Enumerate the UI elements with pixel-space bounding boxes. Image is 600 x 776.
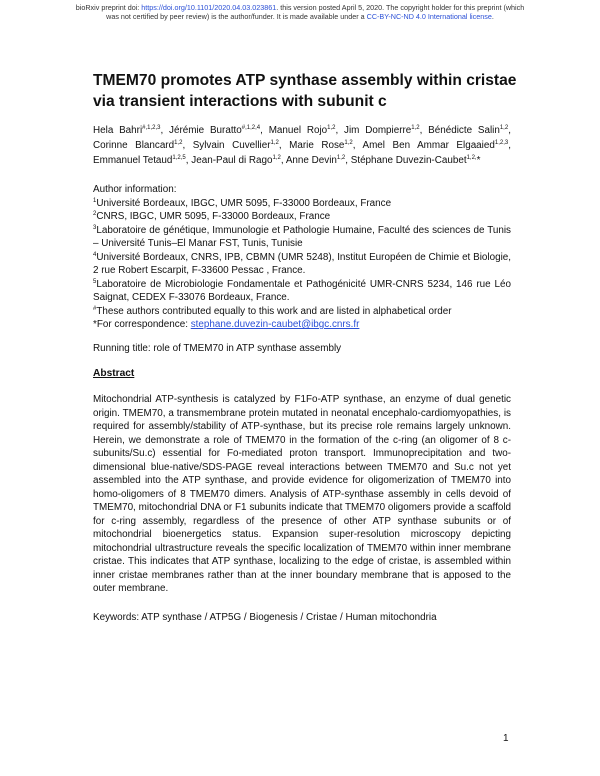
author-name: Corinne Blancard [93,140,175,152]
author-name: Jérémie Buratto [169,125,242,136]
author-name: Hela Bahri [93,125,143,136]
affiliation-text: Laboratoire de Microbiologie Fondamentale et Pathogénicité UMR-CNRS 5234, 146 rue Léo Saignat, CEDEX F-33076 Bordeaux, France. [93,278,511,303]
affiliation [93,197,511,211]
author-affiliation-marks: 1,2 [344,140,353,147]
author-name: Emmanuel Tetaud [93,155,173,167]
affiliation-list [93,197,511,305]
author-information [93,183,511,332]
affiliation-number: 3 [93,224,97,231]
affiliation-text: Laboratoire de génétique, Immunologie et Pathologie Humaine, Faculté des sciences de Tunis – Université Tunis–El Manar FST, Tunis, Tunisie [93,224,511,249]
affiliation [93,210,511,224]
author-affiliation-marks: 1,2 [174,140,183,147]
running-title: Running title: role of TMEM70 in ATP synthase assembly [93,343,342,354]
author-affiliation-marks: 1,2,5 [172,155,186,162]
author-affiliation-marks: 1,2 [270,140,279,147]
affiliation-number: 2 [93,211,97,217]
affiliation-text: Université Bordeaux, IBGC, UMR 5095, F-33000 Bordeaux, France [96,197,392,209]
equal-contribution-note [93,305,511,319]
correspondence [93,318,511,332]
author-affiliation-marks: 1,2 [499,125,509,131]
author-info-heading: Author information: [93,184,177,195]
author-name: Manuel Rojo [268,125,328,136]
author-list: Hela Bahri$^{\#,1,2,3}$, Jérémie Buratto$^{\#,1,2,4}$, Manuel Rojo$^{1,2}$, Jim Dompierre$^{1,2}$, Bénédicte Salin$^{1,2}$, Corinne Blancard$^{1,2}$, Sylvain Cuvellier$^{1,2}$, Marie Rose$^{1,2}$, Amel Ben Ammar Elgaaied$^{1,2,3}$, Emmanuel Tetaud$^{1,2,5}$, Jean-Paul di Rago$^{1,2}$, Anne Devin$^{1,2}$, Stéphane Duvezin-Caubet$^{1,2,}$* [93,125,511,167]
equal-note-mark: # [93,305,97,312]
author-affiliation-marks: 1,2 [336,155,346,162]
author-name: Anne Devin [285,155,337,167]
author-name: Marie Rose [289,140,345,152]
abstract-heading: Abstract [93,368,135,379]
preprint-banner [40,3,560,21]
doi-link[interactable]: https://doi.org/10.1101/2020.04.03.023861 [141,3,277,12]
equal-note-text: These authors contributed equally to this work and are listed in alphabetical order [96,305,452,317]
author-name: Jean-Paul di Rago [191,155,273,167]
author-name: Jim Dompierre [344,125,412,136]
banner-suffix-2: . [491,12,494,21]
author-name: Bénédicte Salin [428,125,500,136]
banner-suffix: . this version posted April 5, 2020. The copyright holder for this preprint (which [276,3,525,12]
affiliation-text: Université Bordeaux, CNRS, IPB, CBMN (UMR 5248), Institut Européen de Chimie et Biologie, 2 rue Robert Escarpit, F-33600 Pessac , France. [93,251,511,276]
author-name: Amel Ben Ammar Elgaaied [362,140,495,152]
abstract-body: Mitochondrial ATP-synthesis is catalyzed by F1Fo-ATP synthase, an enzyme of dual genetic origin. TMEM70, a transmembrane protein mutated in neonatal encephalo-cardiomyopathies, is required for assembly/stability of ATP-synthase, but its precise role remains largely unknown. Herein, we demonstrate a role of TMEM70 in the formation of the c-ring (an oligomer of 8 c-subunits/Su.c) essential for Fo-mediated proton transport. Immunoprecipitation and two-dimensional blue-native/SDS-PAGE reveal interactions between TMEM70 and Su.c not yet assembled into the ATP synthase, and provide evidence for oligomerization of TMEM70 into homo-oligomers of 8 TMEM70 dimers. Analysis of ATP-synthase assembly in cells devoid of TMEM70, mitochondrial DNA or F1 subunits indicate that TMEM70 oligomers provide a scaffold for c-ring assembly, regardless of the presence of other ATP synthase subunits or of mitochondrial bioenergetics status. Expansion super-resolution microscopy depicting mitochondrial ultrastructure reveals the specific localization of TMEM70 within inner membrane cristae. This indicates that ATP synthase, localizing to the edge of cristae, is assembled within inner cristae membranes rather than at the inner boundary membrane that is apposed to the outer membrane. [93,394,511,594]
author-affiliation-marks: #,1,2,3 [142,125,161,131]
keywords: Keywords: ATP synthase / ATP5G / Biogenesis / Cristae / Human mitochondria [93,612,437,623]
author-affiliation-marks: 1,2,3 [494,140,509,147]
paper-title: TMEM70 promotes ATP synthase assembly within cristae via transient interactions with subunit c [93,72,517,110]
banner-line-1 [40,3,560,12]
corresponding-author-mark: * [476,155,481,167]
license-link[interactable]: CC-BY-NC-ND 4.0 International license [366,12,492,21]
affiliation [93,278,511,305]
author-affiliation-marks: 1,2, [466,155,477,162]
banner-line-2 [40,12,560,21]
affiliation-number: 1 [93,197,97,204]
affiliation-number: 4 [93,251,97,258]
correspondence-label: *For correspondence: [93,319,191,330]
affiliation [93,224,511,251]
author-affiliation-marks: #,1,2,4 [241,125,261,131]
author-name: Sylvain Cuvellier [192,140,271,152]
affiliation-text: CNRS, IBGC, UMR 5095, F-33000 Bordeaux, France [96,211,331,222]
author-affiliation-marks: 1,2 [272,155,281,162]
banner-prefix-2: was not certified by peer review) is the author/funder. It is made available under a [106,12,367,21]
banner-prefix: bioRxiv preprint doi: [75,3,142,12]
author-affiliation-marks: 1,2 [411,125,420,131]
page-number: 1 [503,733,509,744]
correspondence-email-link[interactable]: stephane.duvezin-caubet@ibgc.cnrs.fr [190,319,360,330]
affiliation [93,251,511,278]
author-affiliation-marks: 1,2 [327,125,336,131]
author-name: Stéphane Duvezin-Caubet [350,155,467,167]
affiliation-number: 5 [93,278,97,285]
